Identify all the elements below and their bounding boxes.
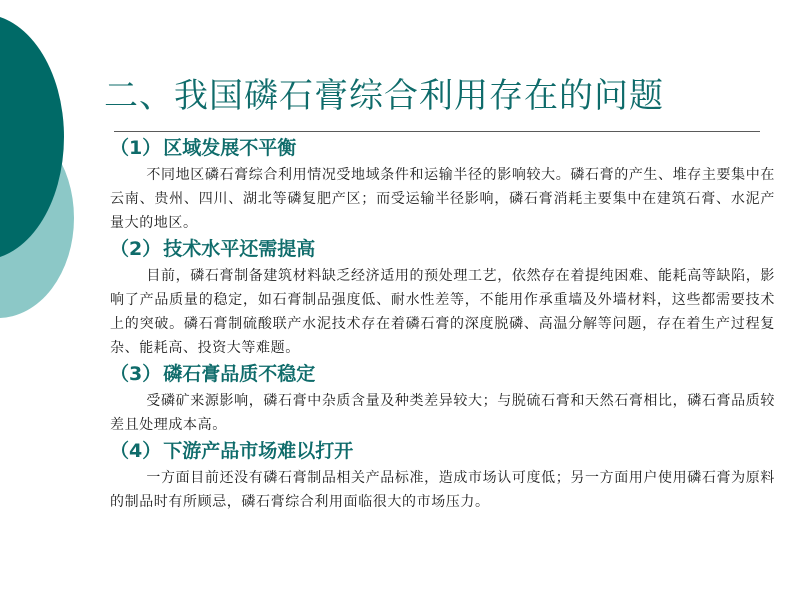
title-divider <box>114 131 760 132</box>
section-heading-text: 磷石膏品质不稳定 <box>163 363 316 385</box>
section-quality-instability <box>110 360 775 437</box>
section-heading-text: 下游产品市场难以打开 <box>163 440 354 462</box>
section-body: 目前，磷石膏制备建筑材料缺乏经济适用的预处理工艺，依然存在着提纯困难、能耗高等缺陷，影响了产品质量的稳定，如石膏制品强度低、耐水性差等，不能用作承重墙及外墙材料，这些都需要技术上的突破。磷石膏制硫酸联产水泥技术存在着磷石膏的深度脱磷、高温分解等问题，存在着生产过程复杂、能耗高、投资大等难题。 <box>110 268 775 356</box>
section-heading <box>110 134 775 163</box>
section-heading <box>110 235 775 264</box>
section-number: （4） <box>110 440 162 462</box>
slide-content <box>110 134 775 514</box>
section-number: （1） <box>110 137 162 159</box>
section-number: （3） <box>110 363 162 385</box>
section-heading-text: 区域发展不平衡 <box>163 137 297 159</box>
section-heading-text: 技术水平还需提高 <box>163 238 316 260</box>
section-body: 受磷矿来源影响，磷石膏中杂质含量及种类差异较大；与脱硫石膏和天然石膏相比，磷石膏品质较差且处理成本高。 <box>110 393 775 433</box>
section-body: 一方面目前还没有磷石膏制品相关产品标准，造成市场认可度低；另一方面用户使用磷石膏为原料的制品时有所顾忌，磷石膏综合利用面临很大的市场压力。 <box>110 470 775 510</box>
section-downstream-market <box>110 437 775 514</box>
section-number: （2） <box>110 238 162 260</box>
section-technology-level <box>110 235 775 360</box>
slide-title: 二、我国磷石膏综合利用存在的问题 <box>104 76 664 116</box>
section-regional-imbalance <box>110 134 775 235</box>
section-heading <box>110 437 775 466</box>
section-heading <box>110 360 775 389</box>
section-body: 不同地区磷石膏综合利用情况受地域条件和运输半径的影响较大。磷石膏的产生、堆存主要集中在云南、贵州、四川、湖北等磷复肥产区；而受运输半径影响，磷石膏消耗主要集中在建筑石膏、水泥产量大的地区。 <box>110 167 775 231</box>
